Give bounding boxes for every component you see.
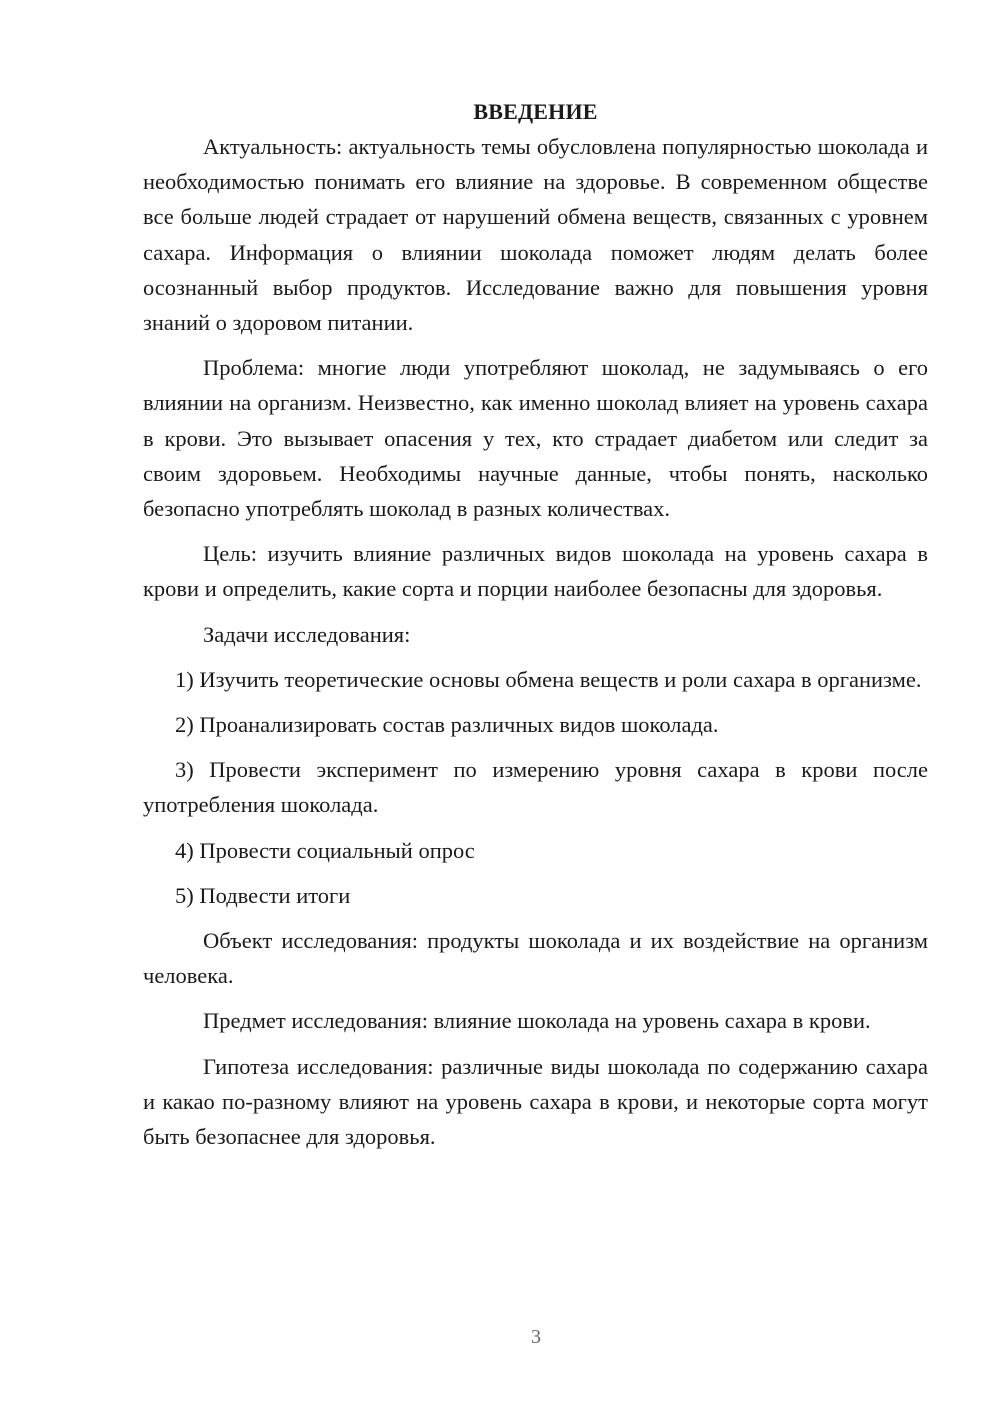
document-page [143, 94, 928, 1154]
task-item-4: 4) Провести социальный опрос [175, 837, 475, 863]
paragraph-object: Объект исследования: продукты шоколада и их воздействие на организм человека. [143, 928, 928, 989]
paragraph-relevance: Актуальность: актуальность темы обусловлена популярностью шоколада и необходимостью понимать его влияние на здоровье. В современном обществе все больше людей страдает от нарушений обмена веществ, связанных с уровнем сахара. Информация о влиянии шоколада поможет людям делать более осознанный выбор продуктов. Исследование важно для повышения уровня знаний о здоровом питании. [143, 134, 928, 336]
tasks-heading: Задачи исследования: [203, 621, 411, 647]
paragraph-goal: Цель: изучить влияние различных видов шоколада на уровень сахара в крови и определить, какие сорта и порции наиболее безопасны для здоровья. [143, 541, 928, 602]
paragraph-hypothesis: Гипотеза исследования: различные виды шоколада по содержанию сахара и какао по-разному влияют на уровень сахара в крови, и некоторые сорта могут быть безопаснее для здоровья. [143, 1053, 928, 1150]
paragraph-problem: Проблема: многие люди употребляют шоколад, не задумываясь о его влиянии на организм. Неизвестно, как именно шоколад влияет на уровень сахара в крови. Это вызывает опасения у тех, кто страдает диабетом или следит за своим здоровьем. Необходимы научные данные, чтобы понять, насколько безопасно употреблять шоколад в разных количествах. [143, 355, 928, 522]
task-item-3: 3) Провести эксперимент по измерению уровня сахара в крови после употребления шоколада. [143, 757, 928, 818]
task-item-2: 2) Проанализировать состав различных видов шоколада. [175, 712, 719, 738]
task-item-1: 1) Изучить теоретические основы обмена веществ и роли сахара в организме. [175, 666, 922, 692]
paragraph-subject: Предмет исследования: влияние шоколада на уровень сахара в крови. [203, 1008, 871, 1034]
task-item-5: 5) Подвести итоги [175, 882, 351, 908]
page-number: 3 [531, 1326, 541, 1348]
section-heading: ВВЕДЕНИЕ [473, 99, 598, 124]
